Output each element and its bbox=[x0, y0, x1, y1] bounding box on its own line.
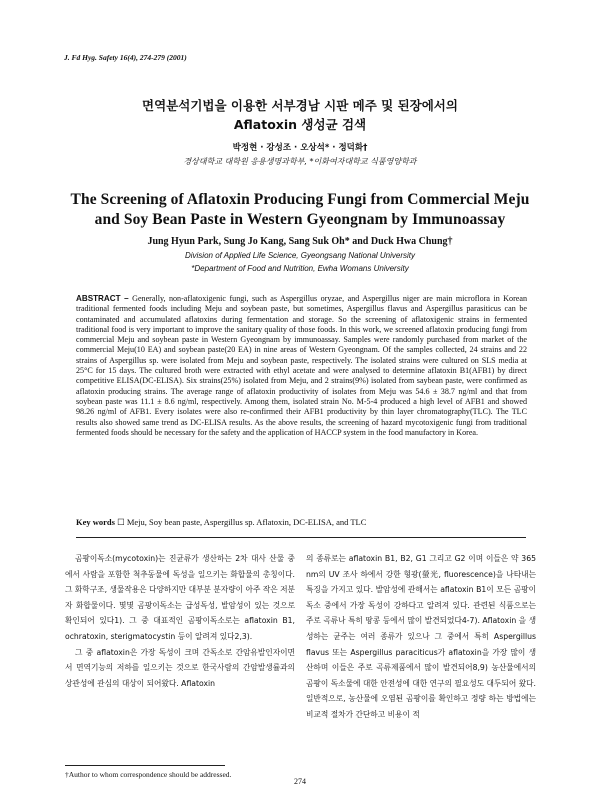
keywords-text: Meju, Soy bean paste, Aspergillus sp. Aflatoxin, DC-ELISA, and TLC bbox=[126, 517, 367, 527]
divider bbox=[76, 537, 526, 538]
korean-title-line2: Aflatoxin 생성균 검색 bbox=[233, 117, 367, 132]
body-right-paragraph-1: 의 종류로는 aflatoxin B1, B2, G1 그리고 G2 이며 이들은 약 365 nm의 UV 조사 하에서 강한 형광(螢光, fluorescence)을 나타내는 특징을 가지고 있다. 발암성에 관해서는 aflatoxin B1이 모든 곰팡이 독소 중에서 가장 독성이 강하다고 알려져 있다. 관련된 식품으로는 주로 곡류나 특히 땅콩 등에서 많이 발견되었다4-7). Aflatoxin 을 생성하는 균주는 여러 종류가 있으나 그 중에서 특히 Aspergillus flavus 또는 Aspergillus paraciticus가 aflatoxin을 가장 많이 생산하며 이들은 주로 곡류제품에서 많이 발견되어8,9) 농산물에서의 곰팡이 독소물에 대한 안전성에 대한 연구의 필요성도 대두되어 왔다. 일반적으로, 농산물에 오염된 곰팡이를 확인하고 정량 하는 방법에는 비교적 절차가 간단하고 비용이 적 bbox=[306, 554, 536, 719]
body-column-left bbox=[65, 551, 295, 691]
body-column-right bbox=[306, 551, 536, 723]
body-left-paragraph-2 bbox=[65, 645, 295, 692]
body-left-p1-text: 곰팡이독소(mycotoxin)는 진균류가 생산하는 2차 대사 산물 중에서 사람을 포함한 척추동물에 독성을 일으키는 화합물의 총칭이다. 그 화학구조, 생물작용은 다양하지만 대부분 분자량이 아주 작은 저분자 화합물이다. 몇몇 곰팡이독소는 급성독성, 발암성이 있는 것으로 확인되어 있다1). 그 중 대표적인 곰팡이독소로는 aflatoxin B1, ochratoxin, sterigmatocystin 등이 알려져 있다2,3). bbox=[65, 554, 295, 641]
english-title-line2: and Soy Bean Paste in Western Gyeongnam by Immunoassay bbox=[94, 211, 506, 228]
checkbox-icon: ☐ bbox=[117, 517, 125, 527]
body-left-p2-text: 그 중 aflatoxin은 가장 독성이 크며 간독소로 간암유발인자이면서 면역기능의 저하를 일으키는 것으로 한국사람의 간암발생률과의 상관성에 관심의 대상이 되어왔다. Aflatoxin bbox=[65, 647, 295, 688]
footnote-divider bbox=[65, 765, 225, 766]
page-number: 274 bbox=[294, 777, 306, 786]
korean-title-line1: 면역분석기법을 이용한 서부경남 시판 메주 및 된장에서의 bbox=[142, 98, 458, 113]
english-authors: Jung Hyun Park, Sung Jo Kang, Sang Suk Oh* and Duck Hwa Chung† bbox=[147, 236, 453, 247]
english-affiliation-line2: *Department of Food and Nutrition, Ewha Womans University bbox=[191, 264, 409, 273]
abstract-text: Generally, non-aflatoxigenic fungi, such as Aspergillus oryzae, and Aspergillus niger are main microflora in Korean traditional fermented foods including Meju and soybean paste, but sometimes, Aspergillus flavus and Aspergillus parasiticus can be contaminated and accumulated aflatoxins during fermentation and storage. So the screening of aflatoxigenic strains in fermented traditional food is very important to improve the sanitary quality of those foods. In this work, we screened aflatoxin producing fungi from commercial Meju and soybean paste in Western Gyeongnam by immunoassay. Samples were randomly purchased from market of the commercial Meju(10 EA) and soybean paste(20 EA) in nine areas of Western Gyeongnam. Of the samples collected, 24 strains and 22 strains of Aspergillus sp. were isolated from Meju and soybean paste, respectively. The isolated strains were cultured on SLS media at 25°C for 15 days. The cultured broth were extracted with ethyl acetate and were analysed to determine aflatoxin B1(AFB1) by direct competitive ELISA(DC-ELISA). Six strains(25%) isolated from Meju, and 2 strains(9%) isolated from saybean paste, were confirmed as aflatoxin producing strains. The average range of aflatoxin productivity of isolates from Meju was 54.6 ± 38.7 ng/ml and that from soybean paste was 11.1 ± 8.6 ng/ml, respectively. Among them, isolated strain No. M-5-4 produced a high level of AFB1 and showed 98.26 ng/ml of AFB1. Every isolates were also re-confirmed their AFB1 productivity by thin layer chromatography(TLC). The TLC results also showed same trend as DC-ELISA results. As the above results, the screening of hazard mycotoxigenic fungi from traditional fermented foods should be necessary for the safety and the application of HACCP system in the food manufactory in Korea. bbox=[76, 294, 527, 437]
footnote: †Author to whom correspondence should be addressed. bbox=[65, 770, 232, 779]
english-title-line1: The Screening of Aflatoxin Producing Fungi from Commercial Meju bbox=[70, 191, 530, 208]
english-affiliation-line1: Division of Applied Life Science, Gyeongsang National University bbox=[184, 251, 416, 260]
abstract bbox=[76, 294, 527, 438]
journal-citation: J. Fd Hyg. Safety 16(4), 274-279 (2001) bbox=[64, 53, 187, 62]
korean-authors: 박정현 · 강성조 · 오상석* · 정덕화† bbox=[232, 143, 368, 153]
abstract-label: ABSTRACT – bbox=[76, 294, 129, 303]
korean-affiliation: 경상대학교 대학원 응용생명과학부, *이화여자대학교 식품영양학과 bbox=[183, 157, 417, 166]
keywords bbox=[76, 517, 536, 528]
keywords-label: Key words bbox=[76, 517, 115, 527]
body-left-paragraph-1 bbox=[65, 551, 295, 645]
